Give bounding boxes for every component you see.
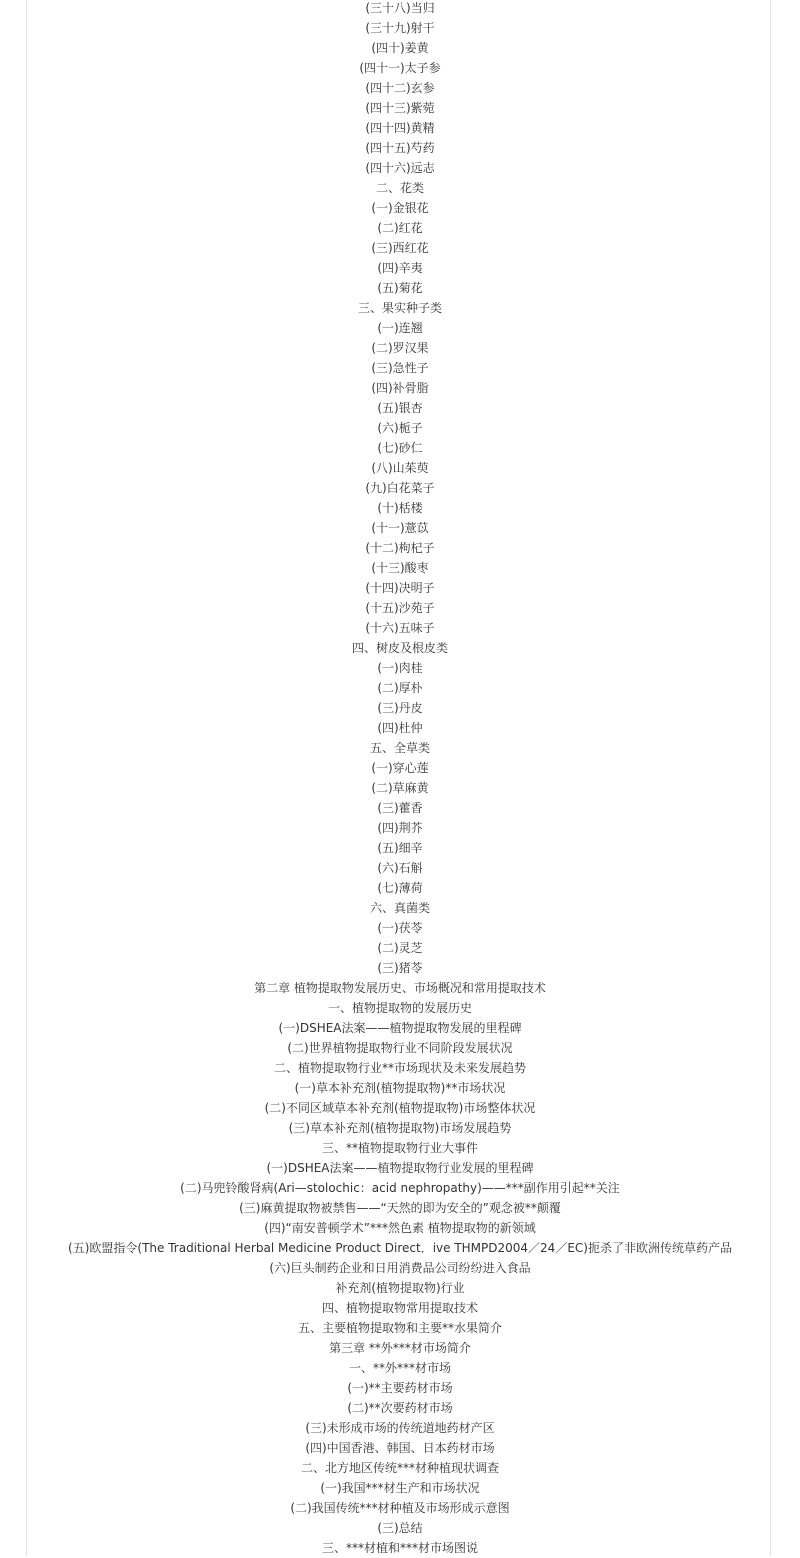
toc-entry: 三、***材植和***材市场图说 (321, 1541, 478, 1555)
toc-entry: (二)灵芝 (377, 941, 423, 955)
toc-entry: (一)DSHEA法案——植物提取物行业发展的里程碑 (266, 1161, 534, 1175)
toc-entry: (三十九)射干 (365, 21, 435, 35)
toc-entry: (四十)姜黄 (371, 41, 429, 55)
toc-entry: (十)栝楼 (377, 501, 423, 515)
toc-entry: (四十五)芍药 (365, 141, 435, 155)
toc-entry: 五、全草类 (369, 741, 430, 755)
toc-entry: (六)巨头制药企业和日用消费品公司纷纷进入食品 (269, 1261, 531, 1275)
toc-entry: 三、果实种子类 (357, 301, 442, 315)
toc-entry: (一)我国***材生产和市场状况 (320, 1481, 480, 1495)
toc-entry: 第三章 **外***材市场简介 (329, 1341, 471, 1355)
toc-entry: (一)连翘 (377, 321, 423, 335)
toc-entry: (十三)酸枣 (371, 561, 429, 575)
toc-entry: (一)穿心莲 (371, 761, 429, 775)
toc-entry: (一)茯苓 (377, 921, 423, 935)
toc-entry: (三)麻黄提取物被禁售——“天然的即为安全的”观念被**颠覆 (239, 1201, 561, 1215)
toc-entry: (七)薄荷 (377, 881, 423, 895)
toc-entry: (四)辛夷 (377, 261, 423, 275)
toc-entry: (四十二)玄参 (365, 81, 435, 95)
toc-entry: 一、植物提取物的发展历史 (327, 1001, 472, 1015)
toc-entry: (一)**主要药材市场 (347, 1381, 453, 1395)
toc-entry: (二)厚朴 (377, 681, 423, 695)
toc-entry: (二)不同区域草本补充剂(植物提取物)市场整体状况 (264, 1101, 536, 1115)
toc-entry: (三)急性子 (371, 361, 429, 375)
toc-entry: (九)白花菜子 (365, 481, 435, 495)
toc-entry: (五)欧盟指令(The Traditional Herbal Medicine Product Direct．ive THMPD2004／24／EC)扼杀了非欧洲传统草药产品 (68, 1241, 732, 1255)
toc-entry: (四)荆芥 (377, 821, 423, 835)
toc-entry: (一)金银花 (371, 201, 429, 215)
toc-entry: (十五)沙苑子 (365, 601, 435, 615)
toc-entry: (五)菊花 (377, 281, 423, 295)
toc-entry: 第二章 植物提取物发展历史、市场概况和常用提取技术 (254, 981, 546, 995)
toc-entry: (十一)薏苡 (371, 521, 429, 535)
toc-entry: (二)红花 (377, 221, 423, 235)
toc-entry: (三)藿香 (377, 801, 423, 815)
toc-entry: 六、真菌类 (369, 901, 430, 915)
toc-entry: (六)石斛 (377, 861, 423, 875)
toc-entry: (四)中国香港、韩国、日本药材市场 (305, 1441, 495, 1455)
toc-entry: 补充剂(植物提取物)行业 (335, 1281, 465, 1295)
toc-entry: (一)草本补充剂(植物提取物)**市场状况 (294, 1081, 506, 1095)
toc-entry: (二)世界植物提取物行业不同阶段发展状况 (287, 1041, 513, 1055)
toc-entry: (二)**次要药材市场 (347, 1401, 453, 1415)
toc-entry: 三、**植物提取物行业大事件 (321, 1141, 478, 1155)
toc-entry: (三)总结 (377, 1521, 423, 1535)
toc-entry: (四)“南安普顿学术”***然色素 植物提取物的新领域 (264, 1221, 536, 1235)
toc-entry: (一)DSHEA法案——植物提取物发展的里程碑 (278, 1021, 522, 1035)
toc-entry: (四十四)黄精 (365, 121, 435, 135)
toc-entry: 四、植物提取物常用提取技术 (321, 1301, 478, 1315)
toc-entry: 二、植物提取物行业**市场现状及未来发展趋势 (273, 1061, 526, 1075)
toc-entry: (二)草麻黄 (371, 781, 429, 795)
toc-entry: (三)草本补充剂(植物提取物)市场发展趋势 (288, 1121, 512, 1135)
toc-entry: (四十一)太子参 (359, 61, 441, 75)
toc-entry: (三)西红花 (371, 241, 429, 255)
toc-entry: 二、北方地区传统***材种植现状调查 (300, 1461, 499, 1475)
toc-entry: (六)栀子 (377, 421, 423, 435)
toc-entry: (四)杜仲 (377, 721, 423, 735)
toc-entry: (二)马兜铃酸肾病(Ari—stolochic：acid nephropathy)——***副作用引起**关注 (180, 1181, 620, 1195)
toc-entry: 二、花类 (375, 181, 424, 195)
toc-entry: (五)细辛 (377, 841, 423, 855)
toc-entry: (三)未形成市场的传统道地药材产区 (305, 1421, 495, 1435)
toc-entry: (五)银杏 (377, 401, 423, 415)
toc-entry: (二)罗汉果 (371, 341, 429, 355)
toc-entry: (十六)五味子 (365, 621, 435, 635)
toc-entry: (七)砂仁 (377, 441, 423, 455)
toc-entry: (四十三)紫菀 (365, 101, 435, 115)
toc-entry: (四十六)远志 (365, 161, 435, 175)
toc-entry: (三)猪苓 (377, 961, 423, 975)
toc-entry: (三十八)当归 (365, 1, 435, 15)
toc-entry: 四、树皮及根皮类 (351, 641, 448, 655)
toc-entry: 一、**外***材市场 (348, 1361, 451, 1375)
toc-entry: (十四)决明子 (365, 581, 435, 595)
toc-entry: (一)肉桂 (377, 661, 423, 675)
toc-entry: (四)补骨脂 (371, 381, 429, 395)
toc-entry: (二)我国传统***材种植及市场形成示意图 (290, 1501, 510, 1515)
toc-entry: (八)山茱萸 (371, 461, 429, 475)
toc-entry: 五、主要植物提取物和主要**水果简介 (297, 1321, 502, 1335)
toc-entry: (三)丹皮 (377, 701, 423, 715)
toc-entry: (十二)枸杞子 (365, 541, 435, 555)
